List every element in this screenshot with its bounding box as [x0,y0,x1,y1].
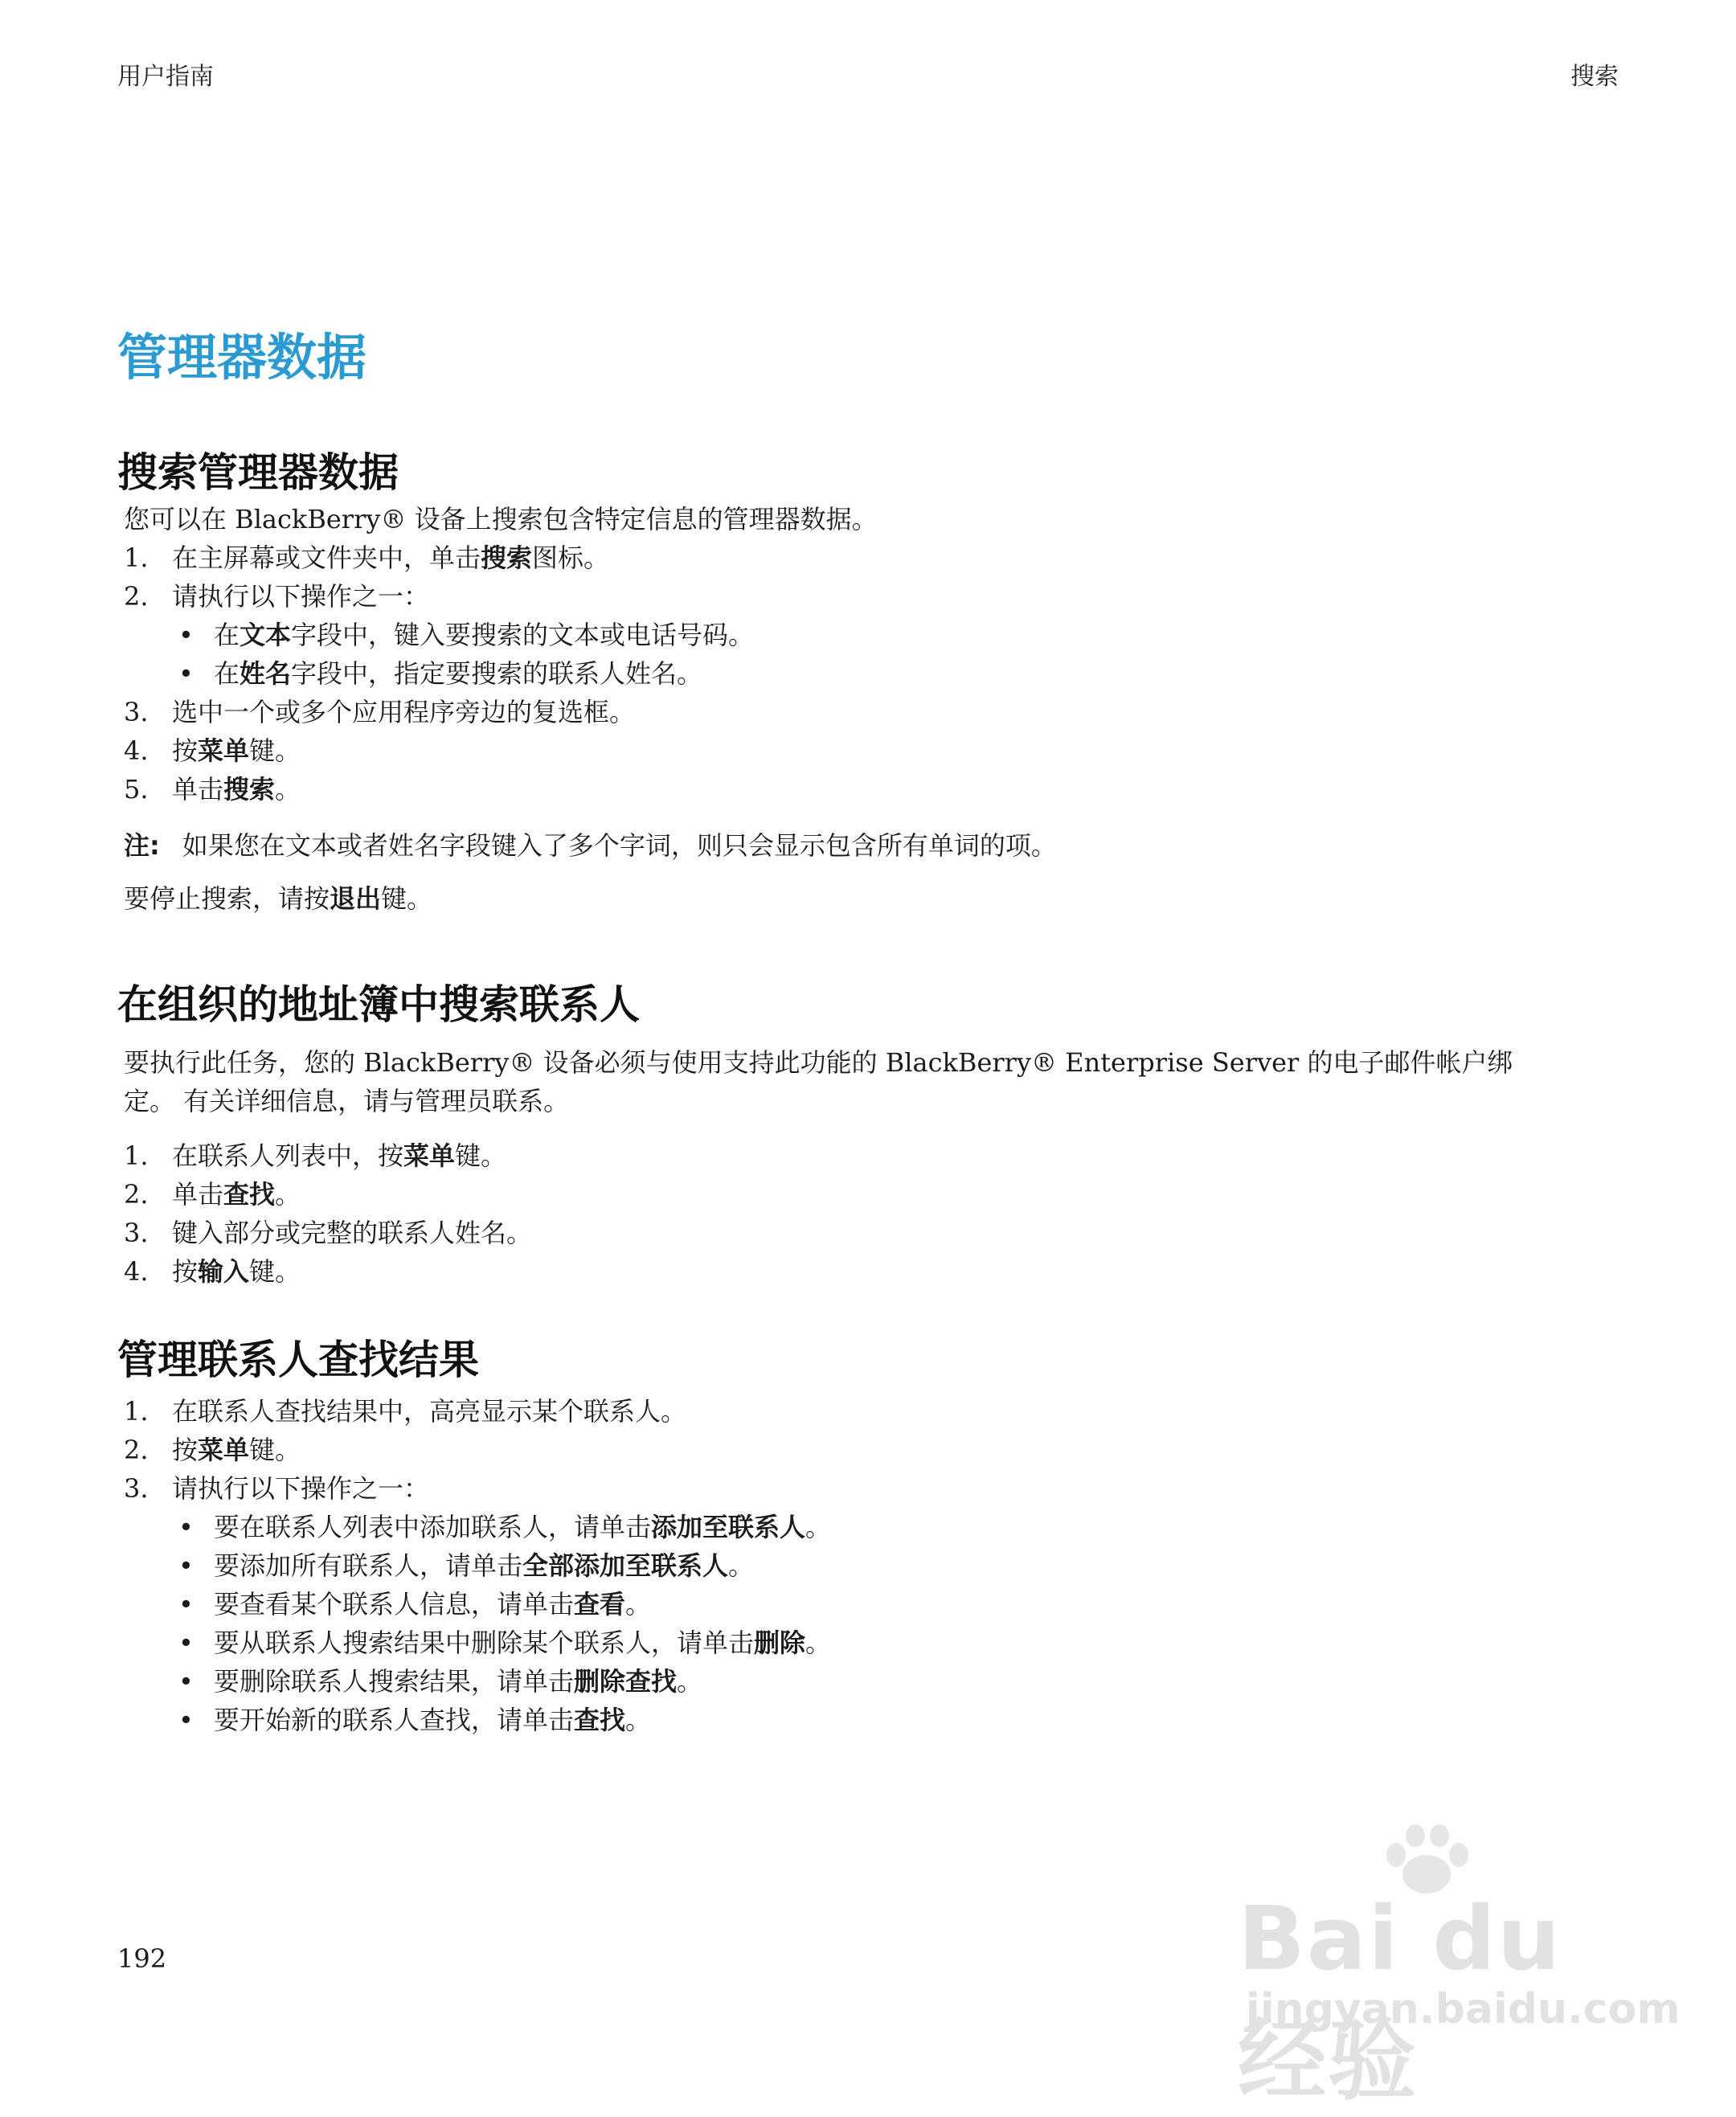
list-item: 2. 单击查找。 [124,1179,301,1210]
list-item: 2. 请执行以下操作之一： [124,581,430,612]
list-item: 1. 在主屏幕或文件夹中，单击搜索图标。 [124,543,610,573]
section-intro: 您可以在 BlackBerry® 设备上搜索包含特定信息的管理器数据。 [124,504,878,534]
list-item: 1. 在联系人查找结果中，高亮显示某个联系人。 [124,1396,687,1427]
section-title-org-address-book: 在组织的地址簿中搜索联系人 [117,981,640,1028]
bullet-icon: • [178,1512,194,1542]
list-item: 2. 按菜单键。 [124,1435,301,1465]
section-intro-line: 定。 有关详细信息，请与管理员联系。 [124,1086,570,1116]
bullet-icon: • [178,1550,194,1581]
section-intro-line: 要执行此任务，您的 BlackBerry® 设备必须与使用支持此功能的 BlackBerry® Enterprise Server 的电子邮件帐户绑 [124,1047,1513,1078]
bullet-icon: • [178,658,194,689]
bullet-icon: • [178,1628,194,1658]
bullet-item: • 要删除联系人搜索结果，请单击删除查找。 [178,1662,702,1701]
baidu-watermark [1238,1824,1681,2112]
bullet-item: • 要开始新的联系人查找，请单击查找。 [178,1701,651,1739]
bullet-item: • 要查看某个联系人信息，请单击查看。 [178,1585,651,1624]
list-item: 3. 选中一个或多个应用程序旁边的复选框。 [124,697,636,727]
watermark-brand: Bai du 经验 [1238,1887,1562,2112]
list-item: 3. 键入部分或完整的联系人姓名。 [124,1218,533,1248]
watermark-site: jingyan.baidu.com [1246,1985,1681,2033]
bullet-item: • 要在联系人列表中添加联系人，请单击添加至联系人。 [178,1508,831,1546]
bullet-item: • 要添加所有联系人，请单击全部添加至联系人。 [178,1546,754,1585]
list-item: 4. 按输入键。 [124,1256,301,1287]
bullet-item: • 在姓名字段中，指定要搜索的联系人姓名。 [178,654,702,693]
list-item: 3. 请执行以下操作之一： [124,1473,430,1504]
section-title-manage-results: 管理联系人查找结果 [117,1337,479,1383]
list-item: 5. 单击搜索。 [124,774,301,805]
bullet-item: • 在文本字段中，键入要搜索的文本或电话号码。 [178,616,754,654]
bullet-icon: • [178,1705,194,1735]
section-title-search-organizer: 搜索管理器数据 [117,449,399,496]
stop-instruction: 要停止搜索，请按退出键。 [124,883,433,914]
bullet-item: • 要从联系人搜索结果中删除某个联系人，请单击删除。 [178,1624,831,1662]
list-item: 1. 在联系人列表中，按菜单键。 [124,1140,507,1171]
bullet-icon: • [178,1666,194,1697]
list-item: 4. 按菜单键。 [124,735,301,766]
page-number: 192 [117,1943,167,1974]
chapter-title: 管理器数据 [117,328,367,387]
bullet-icon: • [178,620,194,650]
running-header-right: 搜索 [1570,63,1619,91]
running-header-left: 用户指南 [117,63,214,91]
bullet-icon: • [178,1589,194,1619]
paw-icon [1378,1824,1475,1897]
note: 注: 如果您在文本或者姓名字段键入了多个字词，则只会显示包含所有单词的项。 [124,830,1057,861]
